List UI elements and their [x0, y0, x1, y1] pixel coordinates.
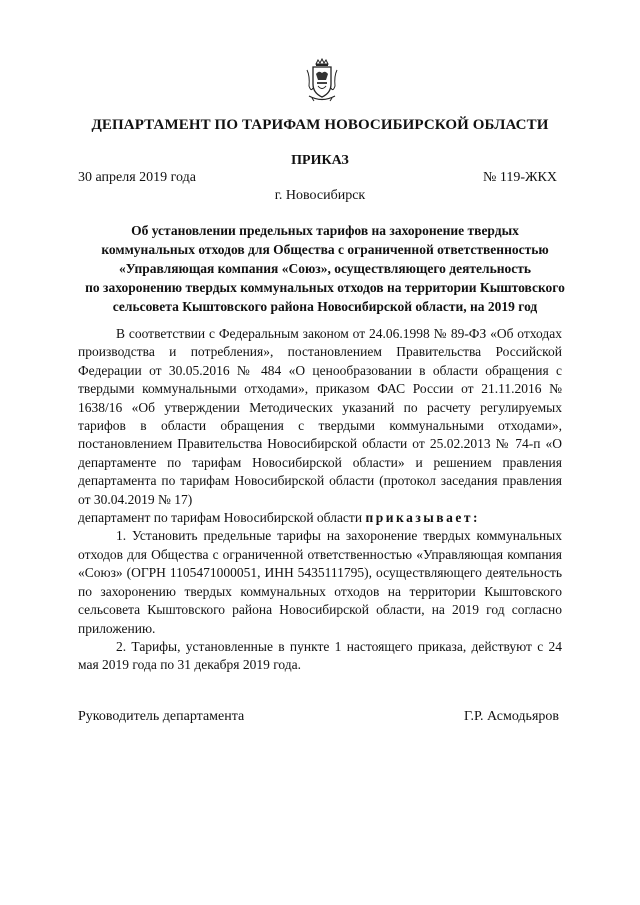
subject-line: Об установлении предельных тарифов на захоронение твердых	[131, 223, 519, 238]
subject-line: сельсовета Кыштовского района Новосибирской области, на 2019 год	[112, 299, 538, 314]
signature-role: Руководитель департамента	[78, 709, 245, 724]
department-title: ДЕПАРТАМЕНТ ПО ТАРИФАМ НОВОСИБИРСКОЙ ОБЛАСТИ	[91, 117, 549, 133]
order-number: № 119-ЖКХ	[483, 170, 557, 185]
signature-name: Г.Р. Асмодьяров	[463, 709, 559, 724]
order-line-prefix: департамент по тарифам Новосибирской области	[78, 510, 366, 526]
preamble-paragraph: В соответствии с Федеральным законом от 24.06.1998 № 89-ФЗ «Об отходах производства и потребления», постановлением Правительства Российской Федерации от 30.05.2016 № 484 «О ценообразовании в области обращения с твердыми коммунальными отходами», приказом ФАС России от 21.11.2016 № 1638/16 «Об утверждении Методических указаний по расчету регулируемых тарифов в области обращения с твердыми коммунальными отходами», постановлением Правительства Новосибирской области от 25.02.2013 № 74-п «О департаменте по тарифам Новосибирской области» и решением правления департамента по тарифам Новосибирской области (протокол заседания правления от 30.04.2019 № 17)	[78, 326, 562, 507]
order-line	[78, 509, 562, 527]
order-date: 30 апреля 2019 года	[78, 170, 196, 185]
coat-of-arms-icon	[304, 58, 340, 102]
subject-line: коммунальных отходов для Общества с ограниченной ответственностью	[101, 242, 549, 257]
order-body	[78, 325, 562, 675]
order-title: ПРИКАЗ	[291, 153, 349, 168]
item-1-paragraph: 1. Установить предельные тарифы на захоронение твердых коммунальных отходов для Общества с ограниченной ответственностью «Управляющая компания «Союз» (ОГРН 1105471000051, ИНН 5435111795), осуществляющего деятельность по захоронению твердых коммунальных отходов на территории Кыштовского сельсовета Кыштовского района Новосибирской области, на 2019 год согласно приложению.	[78, 528, 562, 636]
subject-line: по захоронению твердых коммунальных отходов на территории Кыштовского	[85, 280, 565, 295]
order-subject	[70, 221, 580, 316]
subject-line: «Управляющая компания «Союз», осуществляющего деятельность	[118, 261, 532, 276]
order-city: г. Новосибирск	[274, 188, 366, 203]
item-2-paragraph: 2. Тарифы, установленные в пункте 1 настоящего приказа, действуют с 24 мая 2019 года по 31 декабря 2019 года.	[78, 638, 562, 673]
order-keyword: приказывает:	[365, 510, 480, 526]
